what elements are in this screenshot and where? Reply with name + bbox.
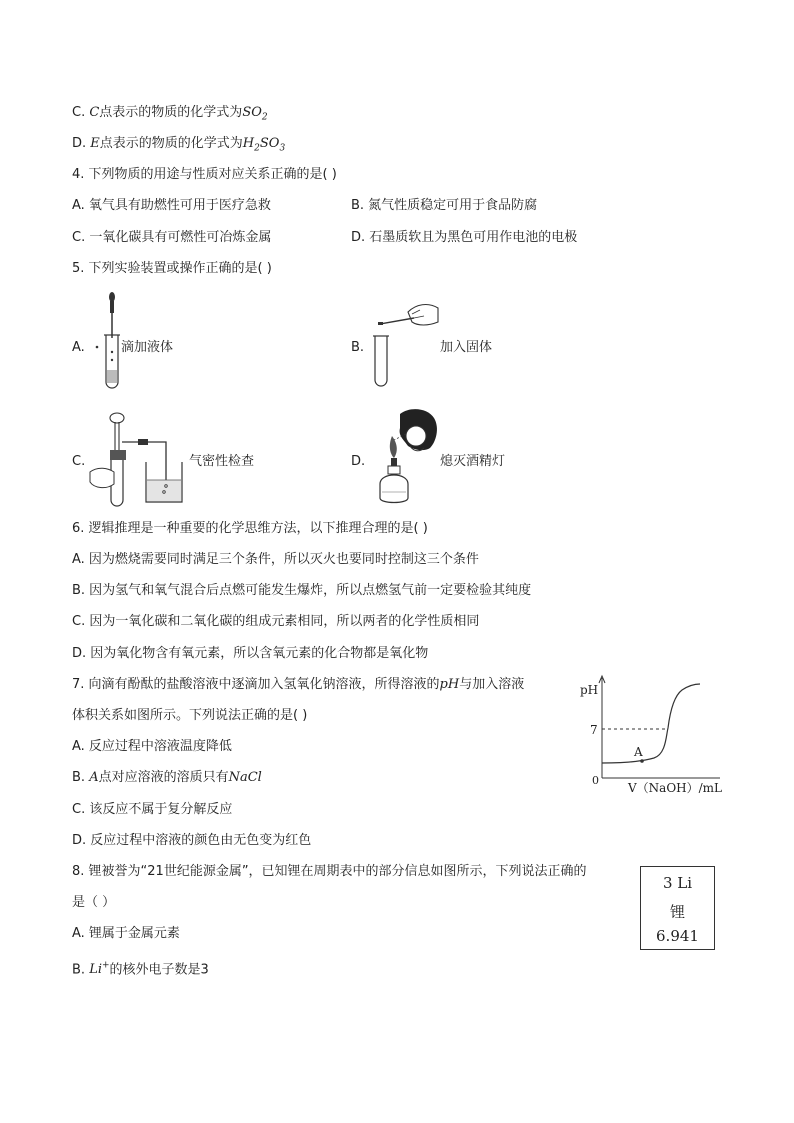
q7-stem-line1: 7. 向滴有酚酞的盐酸溶液中逐滴加入氢氧化钠溶液，所得溶液的pH与加入溶液 [72, 677, 525, 692]
ph-curve-graph [570, 670, 730, 798]
q6-option-a: A. 因为燃烧需要同时满足三个条件，所以灭火也要同时控制这三个条件 [72, 552, 479, 567]
formula-li-ion: Li+ [89, 961, 110, 978]
point-a-label: A [634, 745, 643, 759]
formula-h2so3: $H_2SO_3$ [242, 136, 286, 154]
formula-nacl: NaCl [228, 770, 262, 785]
origin-label: 0 [592, 774, 599, 787]
q5-option-a-letter: A. [72, 340, 85, 355]
element-mass: 6.941 [656, 927, 699, 945]
q3-option-c: C. C点表示的物质的化学式为$SO_2$ [72, 105, 268, 123]
q5-option-c-label: 气密性检查 [189, 454, 255, 469]
formula-so2: $SO_2$ [242, 105, 268, 123]
q8-option-b: B. Li+的核外电子数是3 [72, 961, 209, 978]
y-axis-label: pH [580, 683, 599, 697]
q5-option-b-label: 加入固体 [440, 340, 493, 355]
q6-option-d: D. 因为氧化物含有氧元素，所以含氧元素的化合物都是氧化物 [72, 646, 429, 661]
ph-var: pH [439, 677, 460, 692]
lithium-element-card [640, 866, 715, 950]
x-axis-label: V（NaOH）/mL [628, 781, 723, 795]
q8-stem-line2: 是（ ） [72, 895, 116, 910]
q4-option-d: D. 石墨质软且为黑色可用作电池的电极 [351, 230, 578, 245]
q7-option-d: D. 反应过程中溶液的颜色由无色变为红色 [72, 833, 312, 848]
q6-option-c: C. 因为一氧化碳和二氧化碳的组成元素相同，所以两者的化学性质相同 [72, 614, 480, 629]
ph-curve [602, 684, 700, 763]
q8-option-a: A. 锂属于金属元素 [72, 926, 180, 941]
q5-option-b-letter: B. [351, 340, 365, 355]
q5-option-d-label: 熄灭酒精灯 [440, 454, 506, 469]
q5-option-c-letter: C. [72, 454, 86, 469]
point-a-var: A [89, 770, 99, 785]
q5-stem: 5. 下列实验装置或操作正确的是( ) [72, 261, 272, 276]
element-number-symbol: 3 Li [662, 874, 693, 892]
q4-option-b: B. 氮气性质稳定可用于食品防腐 [351, 198, 538, 213]
q4-option-c: C. 一氧化碳具有可燃性可冶炼金属 [72, 230, 272, 245]
q8-stem-line1: 8. 锂被誉为“21世纪能源金属”，已知锂在周期表中的部分信息如图所示，下列说法正确的 [72, 864, 587, 879]
q5-option-d-letter: D. [351, 454, 366, 469]
y-tick-7: 7 [590, 723, 598, 737]
q4-option-a: A. 氧气具有助燃性可用于医疗急救 [72, 198, 271, 213]
point-c-var: C [89, 105, 100, 120]
q3-option-d: D. E点表示的物质的化学式为$H_2SO_3$ [72, 136, 286, 154]
q7-option-a: A. 反应过程中溶液温度降低 [72, 739, 232, 754]
extinguish-lamp-figure [370, 406, 442, 510]
airtightness-check-figure [88, 410, 184, 508]
add-solid-figure [368, 300, 440, 390]
q6-stem: 6. 逻辑推理是一种重要的化学思维方法，以下推理合理的是( ) [72, 521, 428, 536]
q6-option-b: B. 因为氢气和氧气混合后点燃可能发生爆炸，所以点燃氢气前一定要检验其纯度 [72, 583, 532, 598]
point-a-marker [640, 759, 644, 763]
point-e-var: E [90, 136, 100, 151]
q7-option-b: B. A点对应溶液的溶质只有NaCl [72, 770, 262, 785]
q4-stem: 4. 下列物质的用途与性质对应关系正确的是( ) [72, 167, 337, 182]
q7-stem-line2: 体积关系如图所示。下列说法正确的是( ) [72, 708, 308, 723]
q7-option-c: C. 该反应不属于复分解反应 [72, 802, 233, 817]
q5-option-a-label: 滴加液体 [121, 340, 174, 355]
element-name: 锂 [669, 903, 685, 921]
